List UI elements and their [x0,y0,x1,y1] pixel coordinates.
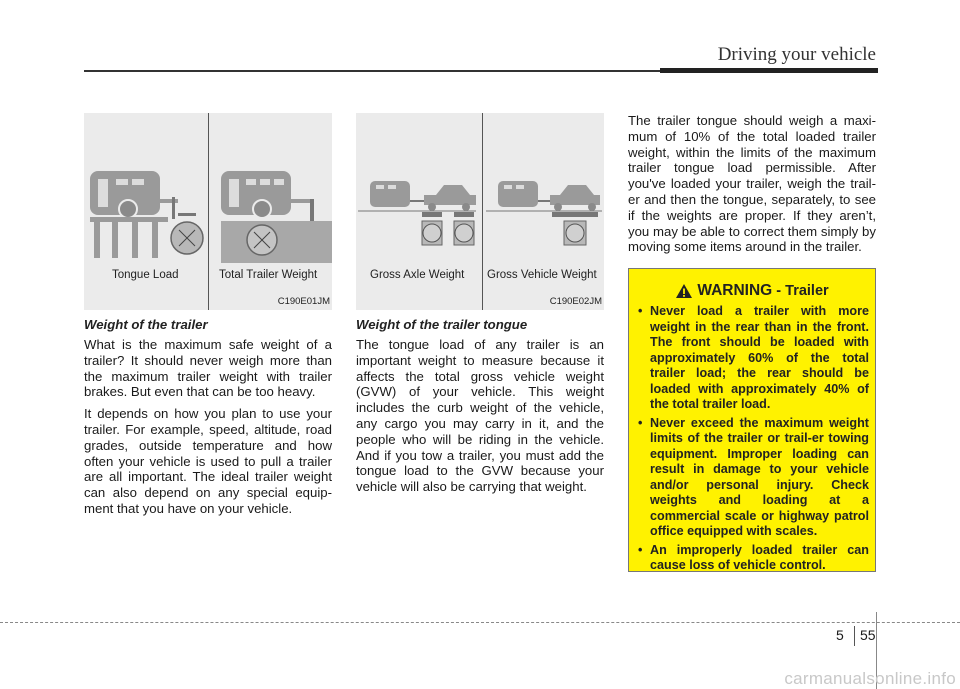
tongue-load-label: Tongue Load [112,269,179,281]
bullet: • [638,304,643,318]
page-number-separator [854,626,855,646]
warning-triangle-icon [675,283,693,299]
chapter-number: 5 [836,627,844,643]
header-rule-accent [660,68,878,73]
warning-list [637,304,869,577]
figure-gross-weight [356,113,604,310]
warning-word: WARNING [697,282,773,299]
warning-item-text: Never load a trailer with more weight in the rear than in the front. The front should be loaded with approximately 60% of the total trailer load; the rear should be loaded with approximately 40% of the total trailer load. [650,304,869,411]
warning-subject: Trailer [785,283,829,299]
figure-divider [208,113,209,310]
warning-header [629,282,875,300]
column3-body [628,113,876,261]
heading-weight-of-trailer: Weight of the trailer [84,317,208,332]
page-number: 55 [860,627,876,643]
watermark: carmanualsonline.info [784,669,956,688]
figure-trailer-weight [84,113,332,310]
figure-divider [482,113,483,310]
warning-item-text: An improperly loaded trailer can cause loss of vehicle control. [650,542,869,572]
bullet: • [638,415,643,430]
column2-body [356,337,604,501]
warning-box [628,268,876,572]
paragraph: The trailer tongue should weigh a maxi-mum of 10% of the total loaded trailer weight, within the limits of the maximum trailer tongue load permissible. After you've loaded your trailer, weigh the trail-er and then the tongue, separately, to see if the weights are proper. If they aren’t, you may be able to correct them simply by moving some items around in the trailer. [628,113,876,255]
warning-item [637,304,869,413]
paragraph: What is the maximum safe weight of a trailer? It should never weigh more than the maximum trailer weight with trailer brakes. But even that can be too heavy. [84,337,332,400]
figure-code: C190E01JM [277,296,330,307]
bullet: • [638,542,643,557]
paragraph: It depends on how you plan to use your trailer. For example, speed, altitude, road grades, outside temperature and how often your vehicle is used to pull a trailer are all important. The ideal trailer weight can also depend on any special equip-ment that you have on your vehicle. [84,406,332,516]
gross-vehicle-weight-label: Gross Vehicle Weight [487,269,597,281]
paragraph: The tongue load of any trailer is an important weight to measure because it affects the total gross vehicle weight (GVW) of your vehicle. This weight includes the curb weight of the vehicle, any cargo you may carry in it, and the people who will be riding in the vehicle. And if you tow a trailer, you must add the tongue load to the GVW because your vehicle will also be carrying that weight. [356,337,604,495]
footer-rule [0,622,960,623]
warning-item-text: Never exceed the maximum weight limits of the trailer or trail-er towing equipment. Improper loading can result in damage to your vehicle and/or personal injury. Check weights and loading at a commercial scale or highway patrol office equipped with scales. [650,415,869,538]
section-title: Driving your vehicle [717,44,876,65]
figure-code: C190E02JM [549,296,602,307]
heading-weight-of-trailer-tongue: Weight of the trailer tongue [356,317,528,332]
total-trailer-weight-label: Total Trailer Weight [219,269,318,281]
warning-item [637,416,869,540]
warning-separator: - [772,283,786,299]
gross-axle-weight-label: Gross Axle Weight [370,269,465,281]
column1-body [84,337,332,523]
warning-item [637,543,869,574]
